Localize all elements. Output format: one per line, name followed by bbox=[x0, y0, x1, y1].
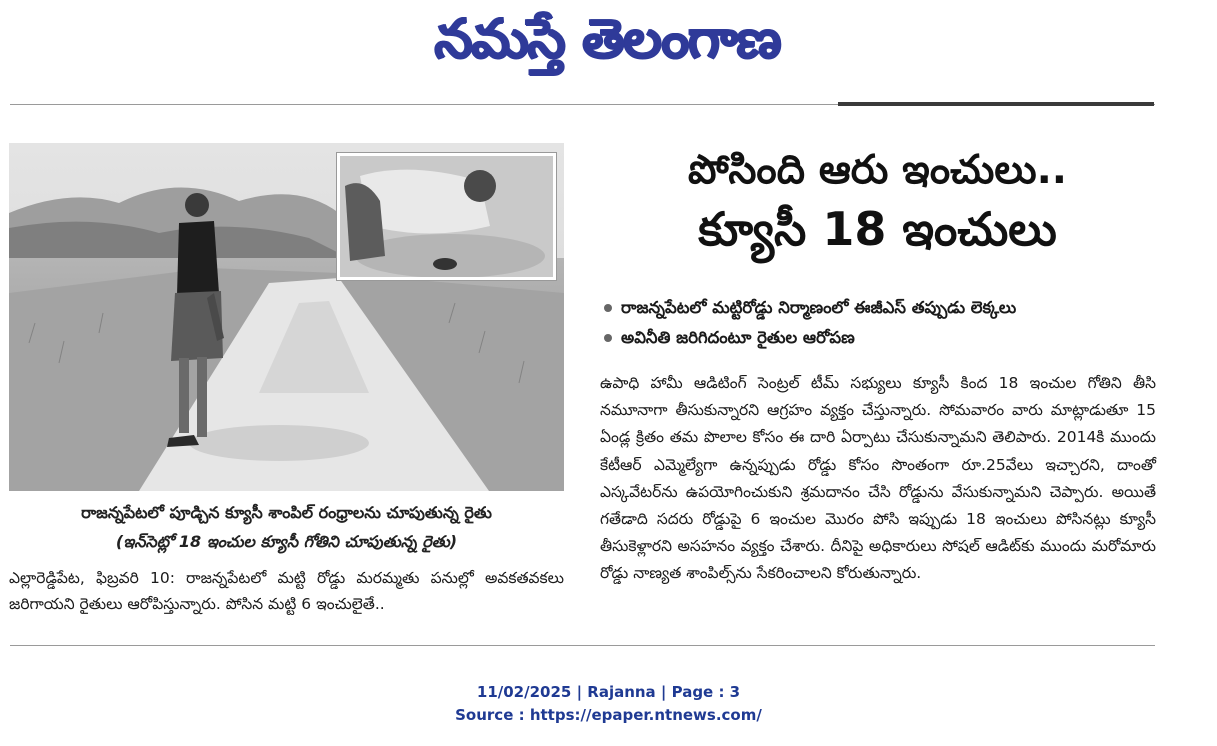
inset-photo bbox=[337, 153, 556, 280]
masthead-logo: నమస్తే తెలంగాణ bbox=[434, 7, 781, 70]
bottom-divider bbox=[10, 645, 1155, 646]
top-divider-accent bbox=[838, 102, 1154, 106]
article-body-text: ఉపాధి హామీ ఆడిటింగ్ సెంట్రల్ టీమ్ సభ్యులు క్యూసీ కింద 18 ఇంచుల గోతిని తీసి నమూనాగా తీసుకున్నారని ఆగ్రహం వ్యక్తం చేస్తున్నారు. సోమవారం వారు మాట్లాడుతూ 15 ఏండ్ల క్రితం తమ పొలాల కోసం ఈ దారి ఏర్పాటు చేసుకున్నామని తెలిపారు. 2014కి ముందు కేటీఆర్ ఎమ్మెల్యేగా ఉన్నప్పుడు రోడ్డు కోసం సొంతంగా రూ.25వేలు ఇచ్చారని, దాంతో ఎస్కవేటర్‌ను ఉపయోగించుకుని శ్రమదానం చేసి రోడ్డును వేసుకున్నామని చెప్పారు. అయితే గతేడాది సదరు రోడ్డుపై 6 ఇంచుల మొరం పోసి ఇప్పుడు 18 ఇంచులు పోసినట్లు క్యూసీ తీసుకెళ్లారని అసహనం వ్యక్తం చేశారు. దీనిపై అధికారులు సోషల్ ఆడిట్‌కు ముందు మరోమారు రోడ్డు నాణ్యత శాంపిల్స్‌ను సేకరించాలని కోరుతున్నారు. bbox=[600, 374, 1156, 583]
bullet-text: అవినీతి జరిగిదంటూ రైతుల ఆరోపణ bbox=[621, 328, 855, 347]
bullet-dot-icon bbox=[604, 304, 612, 312]
bullet-item bbox=[604, 323, 1154, 353]
bullet-text: రాజన్నపేటలో మట్టిరోడ్డు నిర్మాణంలో ఈజీఎస్ తప్పుడు లెక్కలు bbox=[621, 298, 1017, 317]
inset-caption: (ఇన్‌సెట్లో 18 ఇంచుల క్యూసీ గోతిని చూపుతున్న రైతు) bbox=[115, 532, 458, 551]
footer-source: Source : https://epaper.ntnews.com/ bbox=[455, 706, 762, 724]
headline-line-1: పోసింది ఆరు ఇంచులు.. bbox=[688, 147, 1067, 193]
bullet-item bbox=[604, 293, 1154, 323]
article-lead-text: ఎల్లారెడ్డిపేట, ఫిబ్రవరి 10: రాజన్నపేటలో మట్టి రోడ్డు మరమ్మతు పనుల్లో అవకతవకలు జరిగాయని రైతులు ఆరోపిస్తున్నారు. పోసిన మట్టి 6 ఇంచులైతే.. bbox=[9, 569, 564, 613]
subheading-bullets bbox=[604, 293, 1154, 353]
footer-date-page: 11/02/2025 | Rajanna | Page : 3 bbox=[476, 683, 741, 701]
bullet-dot-icon bbox=[604, 334, 612, 342]
headline-line-2: క్యూసీ 18 ఇంచులు bbox=[698, 202, 1057, 256]
photo-caption: రాజన్నపేటలో పూడ్చిన క్యూసీ శాంపిల్ రంధ్రాలను చూపుతున్న రైతు bbox=[81, 503, 492, 522]
qc-pit-inset bbox=[340, 156, 553, 277]
